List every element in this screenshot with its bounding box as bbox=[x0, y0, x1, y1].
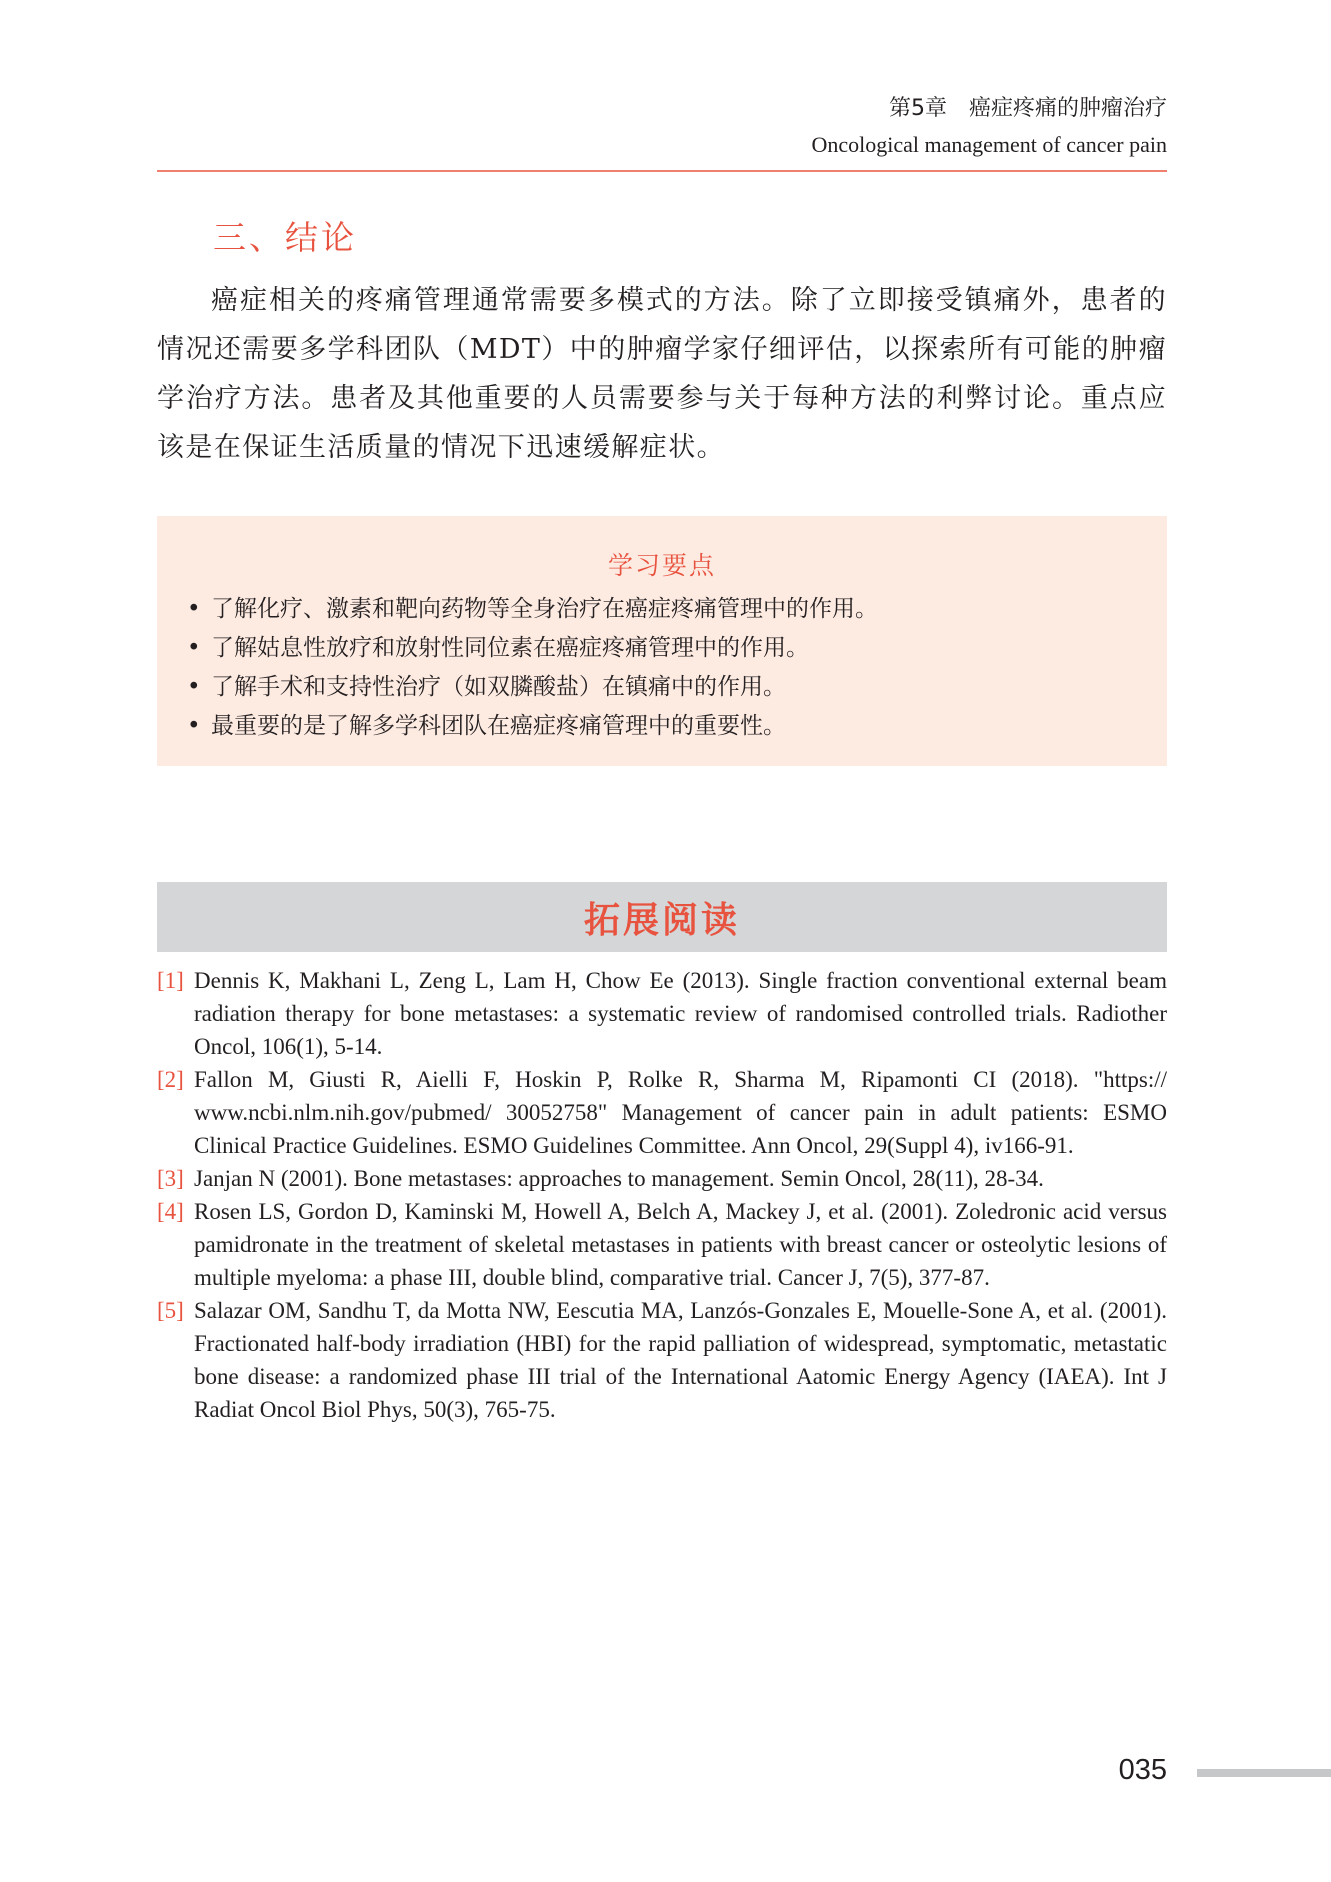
reference-item bbox=[157, 1063, 1167, 1162]
header-chapter-title-en: Oncological management of cancer pain bbox=[811, 132, 1167, 157]
key-point-item: • 了解姑息性放疗和放射性同位素在癌症疼痛管理中的作用。 bbox=[187, 629, 878, 668]
bullet-icon: • bbox=[187, 674, 201, 700]
reference-item bbox=[157, 1195, 1167, 1294]
reference-text: Fallon M, Giusti R, Aielli F, Hoskin P, Rolke R, Sharma M, Ripamonti CI (2018). "https:// www.ncbi.nlm.nih.gov/pubmed/ 30052758" Management of cancer pain in adult patients: ESMO Clinical Practice Guidelines. ESMO Guidelines Committee. Ann Oncol, 29(Suppl 4), iv166-91. bbox=[194, 1067, 1167, 1158]
reference-number: [5] bbox=[157, 1298, 184, 1323]
reference-item bbox=[157, 1162, 1167, 1195]
reference-number: [2] bbox=[157, 1067, 184, 1092]
bullet-icon: • bbox=[187, 596, 201, 622]
key-points-box bbox=[157, 516, 1167, 766]
bullet-icon: • bbox=[187, 635, 201, 661]
key-point-item: • 了解手术和支持性治疗（如双膦酸盐）在镇痛中的作用。 bbox=[187, 668, 878, 707]
reference-text: Salazar OM, Sandhu T, da Motta NW, Eescutia MA, Lanzós-Gonzales E, Mouelle-Sone A, et al. (2001). Fractionated half-body irradiation (HBI) for the rapid palliation of widespread, symptomatic, metastatic bone disease: a randomized phase III trial of the International Aatomic Energy Agency (IAEA). Int J Radiat Oncol Biol Phys, 50(3), 765-75. bbox=[194, 1298, 1167, 1422]
header-chapter-title-cn: 癌症疼痛的肿瘤治疗 bbox=[968, 96, 1167, 121]
reference-item bbox=[157, 1294, 1167, 1426]
header-chapter-line bbox=[811, 94, 1167, 124]
reference-text: Dennis K, Makhani L, Zeng L, Lam H, Chow Ee (2013). Single fraction conventional external beam radiation therapy for bone metastases: a systematic review of randomised controlled trials. Radiother Oncol, 106(1), 5-14. bbox=[194, 968, 1167, 1059]
page-number: 035 bbox=[1118, 1754, 1167, 1786]
key-points-title: 学习要点 bbox=[607, 551, 716, 580]
page-number-bar bbox=[1197, 1769, 1331, 1777]
reference-text: Rosen LS, Gordon D, Kaminski M, Howell A, Belch A, Mackey J, et al. (2001). Zoledronic acid versus pamidronate in the treatment of skeletal metastases in patients with breast cancer or osteolytic lesions of multiple myeloma: a phase III, double blind, comparative trial. Cancer J, 7(5), 377-87. bbox=[194, 1199, 1167, 1290]
reference-text: Janjan N (2001). Bone metastases: approaches to management. Semin Oncol, 28(11), 28-34. bbox=[194, 1166, 1044, 1191]
reference-number: [3] bbox=[157, 1166, 184, 1191]
header-chapter-number: 第5章 bbox=[888, 96, 947, 121]
section-title: 三、结论 bbox=[213, 218, 357, 257]
reference-list bbox=[157, 964, 1167, 1426]
reference-number: [4] bbox=[157, 1199, 184, 1224]
key-point-item: • 了解化疗、激素和靶向药物等全身治疗在癌症疼痛管理中的作用。 bbox=[187, 590, 878, 629]
key-point-item: • 最重要的是了解多学科团队在癌症疼痛管理中的重要性。 bbox=[187, 707, 878, 746]
running-header bbox=[811, 94, 1167, 160]
conclusion-paragraph: 癌症相关的疼痛管理通常需要多模式的方法。除了立即接受镇痛外，患者的情况还需要多学科团队（MDT）中的肿瘤学家仔细评估，以探索所有可能的肿瘤学治疗方法。患者及其他重要的人员需要参与关于每种方法的利弊讨论。重点应该是在保证生活质量的情况下迅速缓解症状。 bbox=[157, 285, 1167, 463]
header-divider bbox=[157, 170, 1167, 172]
bullet-icon: • bbox=[187, 713, 201, 739]
further-reading-title: 拓展阅读 bbox=[583, 900, 740, 941]
further-reading-banner bbox=[157, 882, 1167, 952]
key-points-list bbox=[187, 590, 878, 746]
reference-item bbox=[157, 964, 1167, 1063]
reference-number: [1] bbox=[157, 968, 184, 993]
